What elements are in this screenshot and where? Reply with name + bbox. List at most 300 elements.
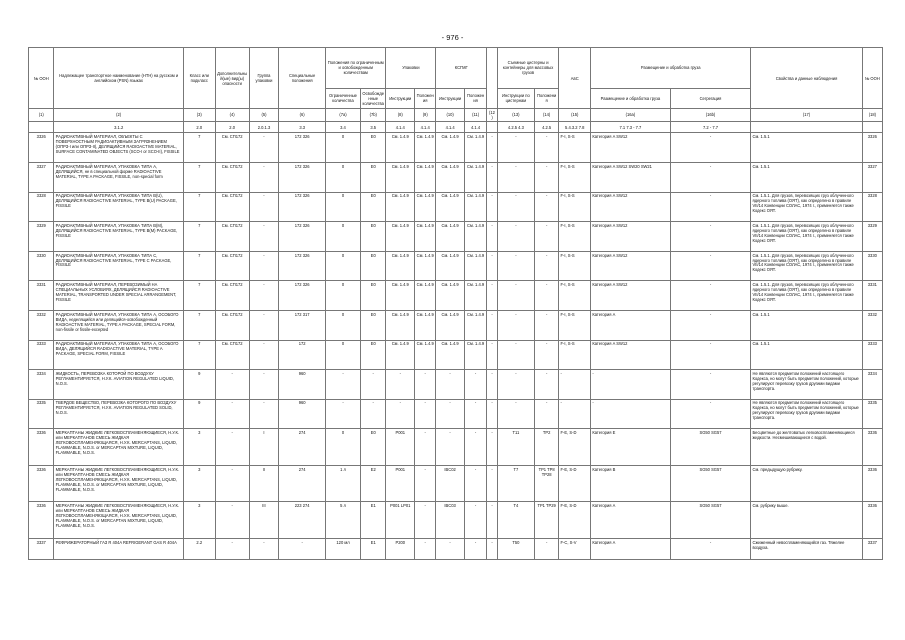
header-ems: АвС [559,48,591,109]
cell-x12: - [487,340,498,370]
cell-un: 3328 [29,192,54,222]
cell-cls: 7 [183,281,215,311]
cell-un2: 3336 [862,465,882,502]
header-pack-prov: Положения [415,88,436,109]
column-number: (7a) [326,109,361,122]
cell-ti: - [497,281,534,311]
cell-cls: 7 [183,251,215,281]
cell-eq: E0 [361,162,386,192]
cell-seg: - [670,399,751,429]
header-limited-excepted: Положения по ограниченным и освобожденным количествам [326,48,386,89]
cell-sp: 172 326 [279,162,326,192]
cell-name: РАДИОАКТИВНЫЙ МАТЕРИАЛ, УПАКОВКА ТИПА B(U), ДЕЛЯЩИЙСЯ RADIOACTIVE MATERIAL, TYPE B(U) PACKAGE, FISSILE [54,192,183,222]
header-packing-group: Группа упаковки [249,48,279,109]
cell-name: РАДИОАКТИВНЫЙ МАТЕРИАЛ, УПАКОВКА ТИПА А, ОСОБОГО ВИДА, ДЕЛЯЩИЙСЯ RADIOACTIVE MATERIAL, TYPE A PACKAGE, SPECIAL FORM, FISSILE [54,340,183,370]
column-number: (11) [464,109,486,122]
cell-lq: 0 [326,251,361,281]
cell-ii: - [436,370,465,400]
header-properties: Свойства и данные наблюдения [751,48,862,109]
cell-tp: - [534,192,558,222]
table-row [29,502,883,539]
cell-prop: См. 1.5.1. Для грузов, перевозящих груз облученного ядерного топлива (ОЯТ), как определено в правиле VII/14 Конвенции СОЛАС, 1974 г., применяется также Кодекс ОЯТ. [751,251,862,281]
cell-stow: Категория A SW12 [591,251,671,281]
cell-un: 3335 [29,399,54,429]
cell-ii: См. 1.4.9 [436,222,465,252]
cell-un2: 3333 [862,340,882,370]
cell-prop: Не являются предметом положений настоящего Кодекса, но могут быть предметом положений, которые регулируют перевозку грузов другими видами транспорта. [751,399,862,429]
cell-pg: - [249,539,279,560]
cell-sub: См. СП172 [215,251,249,281]
cell-un: 3327 [29,162,54,192]
cell-x12: - [487,192,498,222]
cell-eq: E0 [361,340,386,370]
cell-pi: См. 1.4.9 [386,251,415,281]
cell-un2: 3331 [862,281,882,311]
cell-stow: Категория A SW12 [591,281,671,311]
cell-pg: - [249,162,279,192]
reference-cell: 2.0 [183,121,215,133]
cell-pp: См. 1.4.9 [415,310,436,340]
cell-un: 3331 [29,281,54,311]
cell-pp: См. 1.4.9 [415,162,436,192]
cell-lq: 0 [326,222,361,252]
cell-cls: 3 [183,429,215,466]
cell-name: РЕФРИЖЕРАТОРНЫЙ ГАЗ R 404A REFRIGERANT GAS R 404A [54,539,183,560]
reference-row [29,121,883,133]
reference-cell: 3.4 [326,121,361,133]
cell-pg: - [249,340,279,370]
cell-un: 3326 [29,133,54,163]
cell-ip: См. 1.4.9 [464,281,486,311]
header-subsidiary: Дополнительный(ые) вид(ы) опасности [215,48,249,109]
cell-seg: SG50 SG57 [670,429,751,466]
table-row [29,281,883,311]
cell-tp: - [534,251,558,281]
cell-seg: - [670,281,751,311]
cell-un: 3333 [29,340,54,370]
reference-cell: 5.4.3.2 7.8 [559,121,591,133]
cell-eq: E1 [361,539,386,560]
cell-seg: - [670,370,751,400]
cell-pi: P001 LP01 [386,502,415,539]
cell-name: РАДИОАКТИВНЫЙ МАТЕРИАЛ, УПАКОВКА ТИПА B(M), ДЕЛЯЩИЙСЯ RADIOACTIVE MATERIAL, TYPE B(M) PACKAGE, FISSILE [54,222,183,252]
cell-ii: IBC02 [436,465,465,502]
cell-ip: - [464,465,486,502]
header-tanks: Съемные цистерны и контейнеры для массовых грузов [497,48,559,89]
cell-ems: F-I, S-S [559,340,591,370]
table-row [29,399,883,429]
reference-cell: 4.1.4 [415,121,436,133]
header-special-provisions: Специальные положения [279,48,326,109]
cell-tp: TP1 TP8 TP28 [534,465,558,502]
cell-prop: См. 1.5.1 [751,133,862,163]
cell-ip: См. 1.4.9 [464,222,486,252]
cell-pp: См. 1.4.9 [415,222,436,252]
cell-seg: - [670,539,751,560]
cell-tp: - [534,222,558,252]
cell-lq: 120 мл [326,539,361,560]
cell-x12: - [487,370,498,400]
header-ibc-instr: Инструкции [436,88,465,109]
header-pack-instr: Инструкции [386,88,415,109]
cell-ems: F-I, S-S [559,192,591,222]
cell-ii: См. 1.4.9 [436,281,465,311]
cell-stow: Категория A SW12 [591,133,671,163]
reference-cell: 4.2.5 4.3 [497,121,534,133]
cell-pp: См. 1.4.9 [415,251,436,281]
cell-prop: См. 1.5.1 [751,310,862,340]
table-row [29,429,883,466]
cell-ems: F-I, S-S [559,133,591,163]
cell-x12: - [487,429,498,466]
cell-sub: - [215,370,249,400]
cell-ti: - [497,310,534,340]
cell-eq: E1 [361,502,386,539]
cell-stow: Категория A SW12 [591,222,671,252]
cell-seg: - [670,222,751,252]
cell-tp: - [534,340,558,370]
column-number: (12) [487,109,498,122]
cell-sp: 274 [279,465,326,502]
cell-sp: 172 326 [279,133,326,163]
cell-pi: См. 1.4.9 [386,192,415,222]
cell-ti: - [497,251,534,281]
cell-lq: 0 [326,281,361,311]
column-number: (5) [249,109,279,122]
reference-cell [751,121,862,133]
cell-pi: См. 1.4.9 [386,133,415,163]
column-number: (14) [534,109,558,122]
cell-seg: SG50 SG57 [670,502,751,539]
cell-x12: - [487,222,498,252]
cell-tp: - [534,370,558,400]
cell-ip: - [464,370,486,400]
cell-lq: 1 л [326,465,361,502]
cell-eq: E0 [361,251,386,281]
cell-cls: 2.2 [183,539,215,560]
reference-cell: 7.1 7.3 - 7.7 [591,121,671,133]
header-name: Надлежащее транспортное наименование (НТН) на русском и английском (PSN) языках [54,48,183,109]
cell-name: РАДИОАКТИВНЫЙ МАТЕРИАЛ, УПАКОВКА ТИПА С, ДЕЛЯЩИЙСЯ RADIOACTIVE MATERIAL, TYPE C PACKAGE, FISSILE [54,251,183,281]
cell-ems: F-I, S-S [559,310,591,340]
cell-sp: 960 [279,370,326,400]
header-tank-prov: Положения [534,88,558,109]
cell-pi: См. 1.4.9 [386,222,415,252]
reference-cell: 2.0 [215,121,249,133]
reference-cell: 4.1.4 [386,121,415,133]
cell-x12: - [487,465,498,502]
cell-ti: T7 [497,465,534,502]
column-number: (16a) [591,109,671,122]
cell-name: МЕРКАПТАНЫ ЖИДКИЕ ЛЕГКОВОСПЛАМЕНЯЮЩИЕСЯ, Н.У.К. или МЕРКАПТАНОВ СМЕСЬ ЖИДКАЯ ЛЕГКОВОСПЛАМЕНЯЮЩАЯСЯ, Н.У.К. MERCAPTANS, LIQUID, FLAMMABLE, N.O.S. or MERCAPTAN MIXTURE, LIQUID, FLAMMABLE, N.O.S. [54,502,183,539]
cell-ii: - [436,399,465,429]
cell-x12: - [487,133,498,163]
table-row [29,251,883,281]
header-un-no-right: № ООН [862,48,882,109]
cell-prop: См. 1.5.1. Для грузов, перевозящих груз облученного ядерного топлива (ОЯТ), как определено в правиле VII/14 Конвенции СОЛАС, 1974 г., применяется также Кодекс ОЯТ. [751,192,862,222]
column-number: (10) [436,109,465,122]
cell-lq: 0 [326,340,361,370]
cell-pi: P001 [386,465,415,502]
cell-eq: E0 [361,192,386,222]
cell-pi: См. 1.4.9 [386,340,415,370]
cell-lq: - [326,370,361,400]
cell-pp: См. 1.4.9 [415,340,436,370]
cell-prop: См. рубрику выше. [751,502,862,539]
cell-pg: - [249,222,279,252]
cell-sp: 172 317 [279,310,326,340]
cell-un2: 3328 [862,192,882,222]
cell-name: РАДИОАКТИВНЫЙ МАТЕРИАЛ, УПАКОВКА ТИПА А, ОСОБОГО ВИДА, неделящийся или делящийся-освобожденный RADIOACTIVE MATERIAL, TYPE A PACKAGE, SPECIAL FORM, non-fissile or fissile-excepted [54,310,183,340]
cell-ti: - [497,222,534,252]
cell-tp: - [534,162,558,192]
cell-pi: - [386,399,415,429]
cell-ti: - [497,340,534,370]
cell-cls: 7 [183,162,215,192]
header-excepted: Освобожденные количества [361,88,386,109]
cell-ems: - [559,399,591,429]
reference-cell: 3.5 [361,121,386,133]
cell-pp: - [415,539,436,560]
cell-lq: 0 [326,133,361,163]
cell-un2: 3334 [862,370,882,400]
reference-cell [487,121,498,133]
cell-stow: - [591,399,671,429]
column-number: (15) [559,109,591,122]
cell-stow: Категория A SW12 [591,340,671,370]
cell-sp: 960 [279,399,326,429]
table-row [29,192,883,222]
cell-pp: См. 1.4.9 [415,281,436,311]
cell-tp: - [534,539,558,560]
cell-sub: См. СП172 [215,281,249,311]
cell-sub: См. СП172 [215,310,249,340]
cell-lq: 5 л [326,502,361,539]
cell-ii: См. 1.4.9 [436,133,465,163]
cell-pg: I [249,429,279,466]
reference-cell [29,121,54,133]
reference-cell: 3.1.2 [54,121,183,133]
cell-ip: См. 1.4.9 [464,310,486,340]
cell-pg: II [249,465,279,502]
reference-cell: 7.2 - 7.7 [670,121,751,133]
cell-ii: См. 1.4.9 [436,340,465,370]
cell-sub: - [215,502,249,539]
cell-ti: - [497,192,534,222]
cell-pi: См. 1.4.9 [386,162,415,192]
column-number: (4) [215,109,249,122]
cell-sp: 223 274 [279,502,326,539]
cell-sp: 172 326 [279,251,326,281]
cell-seg: - [670,192,751,222]
cell-cls: 3 [183,502,215,539]
cell-un2: 3337 [862,539,882,560]
cell-ems: F-E, S-D [559,465,591,502]
cell-tp: - [534,281,558,311]
cell-un2: 3336 [862,429,882,466]
cell-seg: - [670,133,751,163]
table-row [29,162,883,192]
table-row [29,133,883,163]
cell-ii: - [436,429,465,466]
dangerous-goods-list-table [28,47,883,560]
cell-eq: E2 [361,465,386,502]
cell-sp: 172 326 [279,222,326,252]
header-class: Класс или подкласс [183,48,215,109]
cell-ii: См. 1.4.9 [436,251,465,281]
cell-pg: - [249,251,279,281]
column-number: (2) [54,109,183,122]
cell-x12: - [487,539,498,560]
reference-cell: 4.2.5 [534,121,558,133]
cell-x12: - [487,251,498,281]
cell-x12: - [487,310,498,340]
cell-sub: См. СП172 [215,192,249,222]
column-number: (17) [751,109,862,122]
cell-cls: 7 [183,192,215,222]
cell-tp: - [534,310,558,340]
cell-ems: F-E, S-D [559,502,591,539]
cell-un2: 3327 [862,162,882,192]
cell-sp: 172 [279,340,326,370]
cell-pp: - [415,370,436,400]
cell-ip: См. 1.4.9 [464,340,486,370]
cell-name: РАДИОАКТИВНЫЙ МАТЕРИАЛ, ПЕРЕВОЗИМЫЙ НА СПЕЦИАЛЬНЫХ УСЛОВИЯХ, ДЕЛЯЩИЙСЯ RADIOACTIVE MATERIAL, TRANSPORTED UNDER SPECIAL ARRANGEMENT, FISSILE [54,281,183,311]
cell-un: 3336 [29,502,54,539]
cell-ii: IBC03 [436,502,465,539]
cell-ti: - [497,162,534,192]
cell-ti: - [497,399,534,429]
column-number-row [29,109,883,122]
cell-cls: 9 [183,399,215,429]
header-blank-12 [487,48,498,109]
cell-sub: См. СП172 [215,133,249,163]
cell-un: 3330 [29,251,54,281]
cell-un2: 3335 [862,399,882,429]
column-number: (6) [279,109,326,122]
cell-seg: - [670,310,751,340]
header-limited: Ограниченные количества [326,88,361,109]
header-un-no: № ООН [29,48,54,109]
cell-ii: См. 1.4.9 [436,192,465,222]
reference-cell: 4.1.4 [436,121,465,133]
cell-sub: См. СП172 [215,222,249,252]
cell-pg: - [249,281,279,311]
header-ibc-prov: Положения [464,88,486,109]
cell-stow: Категория A [591,539,671,560]
cell-ems: F-C, S-V [559,539,591,560]
cell-cls: 7 [183,340,215,370]
cell-stow: Категория A SW12 SW20 SW21 [591,162,671,192]
table-row [29,370,883,400]
cell-pi: См. 1.4.9 [386,310,415,340]
cell-cls: 7 [183,222,215,252]
cell-un: 3329 [29,222,54,252]
cell-un2: 3330 [862,251,882,281]
cell-ems: F-I, S-S [559,251,591,281]
column-number: (1) [29,109,54,122]
cell-pp: - [415,399,436,429]
cell-prop: Бесцветные до желтоватых легковоспламеняющиеся жидкости. Несмешивающиеся с водой. [751,429,862,466]
cell-un2: 3329 [862,222,882,252]
cell-lq: 0 [326,192,361,222]
cell-ems: F-E, S-D [559,429,591,466]
cell-stow: Категория E [591,429,671,466]
cell-pg: - [249,310,279,340]
header-segregation: Сегрегация [670,88,751,109]
cell-stow: Категория A SW12 [591,192,671,222]
cell-sub: См. СП172 [215,162,249,192]
cell-x12: - [487,399,498,429]
cell-eq: E0 [361,222,386,252]
table-row [29,465,883,502]
cell-eq: E0 [361,281,386,311]
cell-eq: E0 [361,429,386,466]
cell-tp: TP2 [534,429,558,466]
cell-un: 3332 [29,310,54,340]
cell-un2: 3332 [862,310,882,340]
cell-tp: TP1 TP29 [534,502,558,539]
cell-cls: 9 [183,370,215,400]
cell-pp: - [415,465,436,502]
cell-stow: - [591,370,671,400]
cell-seg: SG50 SG57 [670,465,751,502]
cell-sp: - [279,539,326,560]
cell-name: ТВЕРДОЕ ВЕЩЕСТВО, ПЕРЕВОЗКА КОТОРОГО ПО ВОЗДУХУ РЕГЛАМЕНТИРУЕТСЯ, Н.У.К. AVIATION REGULATED SOLID, N.O.S. [54,399,183,429]
cell-eq: - [361,399,386,429]
cell-ti: - [497,133,534,163]
header-stowage: Размещение и обработка груза [591,48,751,89]
column-number: (7b) [361,109,386,122]
cell-ems: F-I, S-S [559,281,591,311]
table-row [29,539,883,560]
cell-tp: - [534,133,558,163]
cell-ii: - [436,539,465,560]
cell-un: 3336 [29,465,54,502]
cell-x12: - [487,281,498,311]
reference-cell: 2.0.1.3 [249,121,279,133]
cell-pp: - [415,502,436,539]
cell-stow: Категория A [591,502,671,539]
reference-cell: 4.1.4 [464,121,486,133]
cell-ti: T4 [497,502,534,539]
cell-pp: - [415,429,436,466]
cell-name: РАДИОАКТИВНЫЙ МАТЕРИАЛ, УПАКОВКА ТИПА А, ДЕЛЯЩИЙСЯ, не в специальной форме RADIOACTIVE MATERIAL, TYPE A PACKAGE, FISSILE, non-special form [54,162,183,192]
cell-pp: См. 1.4.9 [415,192,436,222]
cell-name: РАДИОАКТИВНЫЙ МАТЕРИАЛ, ОБЪЕКТЫ С ПОВЕРХНОСТНЫМ РАДИОАКТИВНЫМ ЗАГРЯЗНЕНИЕМ (ОПРЗ-I или ОПРЗ-II), ДЕЛЯЩИЙСЯ RADIOACTIVE MATERIAL, SURFACE CONTAMINATED OBJECTS (SCO-I or SCO-II), FISSILE [54,133,183,163]
column-number: (18) [862,109,882,122]
cell-sub: - [215,429,249,466]
column-number: (8) [386,109,415,122]
cell-name: ЖИДКОСТЬ, ПЕРЕВОЗКА КОТОРОЙ ПО ВОЗДУХУ РЕГЛАМЕНТИРУЕТСЯ, Н.У.К. AVIATION REGULATED LIQUID, N.O.S. [54,370,183,400]
cell-sub: - [215,465,249,502]
cell-seg: - [670,162,751,192]
cell-lq: - [326,399,361,429]
cell-ti: - [497,370,534,400]
cell-prop: См. 1.5.1 [751,162,862,192]
cell-name: МЕРКАПТАНЫ ЖИДКИЕ ЛЕГКОВОСПЛАМЕНЯЮЩИЕСЯ, Н.У.К. или МЕРКАПТАНОВ СМЕСЬ ЖИДКАЯ ЛЕГКОВОСПЛАМЕНЯЮЩАЯСЯ, Н.У.К. MERCAPTANS, LIQUID, FLAMMABLE, N.O.S. or MERCAPTAN MIXTURE, LIQUID, FLAMMABLE, N.O.S. [54,429,183,466]
cell-pg: - [249,399,279,429]
cell-prop: Сжиженный невоспламеняющийся газ. Тяжелее воздуха. [751,539,862,560]
header-ibc: КСГМГ [436,48,487,89]
cell-ti: T50 [497,539,534,560]
cell-eq: E0 [361,133,386,163]
cell-lq: 0 [326,429,361,466]
cell-ii: См. 1.4.9 [436,310,465,340]
cell-pi: - [386,370,415,400]
header-tank-instr: Инструкции по цистернам [497,88,534,109]
cell-cls: 7 [183,310,215,340]
